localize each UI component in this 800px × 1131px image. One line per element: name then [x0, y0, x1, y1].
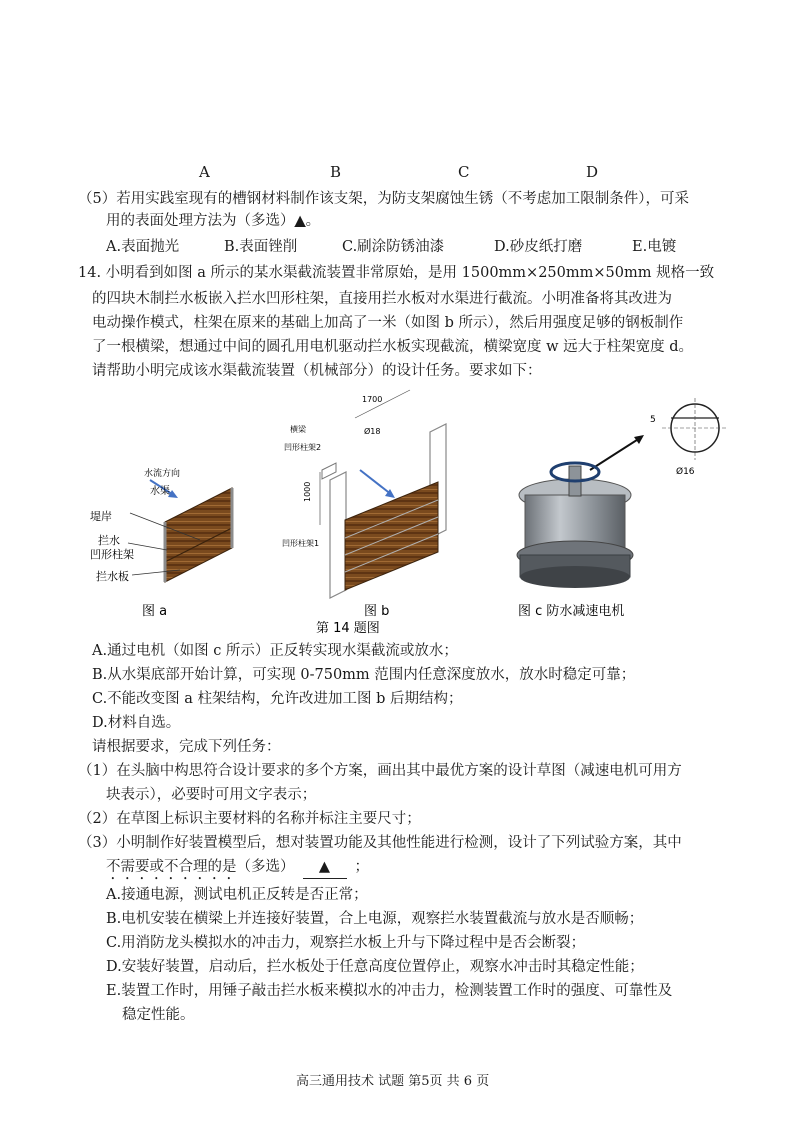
task3-option-c[interactable]: C.用消防龙头模拟水的冲击力，观察拦水板上升与下降过程中是否会断裂；	[106, 935, 586, 951]
task3-emphasis: 不需要或不合理的是	[106, 859, 237, 875]
figure-title: 第 14 题图	[316, 621, 380, 636]
q14-line2: 的四块木制拦水板嵌入拦水凹形柱架，直接用拦水板对水渠进行截流。小明准备将其改进为	[92, 291, 672, 307]
option-letter-a: A	[199, 163, 210, 181]
task3-option-e[interactable]: E.装置工作时，用锤子敲击拦水板来模拟水的冲击力，检测装置工作时的强度、可靠性及	[106, 983, 673, 999]
fig-c-pointer	[590, 438, 640, 470]
task2: （2）在草图上标识主要材料的名称并标注主要尺寸；	[78, 811, 421, 827]
figure-a	[90, 467, 232, 619]
q13-5-option-c[interactable]: C.刷涂防锈油漆	[342, 239, 445, 255]
q14-line3: 电动操作模式，柱架在原来的基础上加高了一米（如图 b 所示），然后用强度足够的钢板制作	[92, 315, 684, 331]
q14-line1: 14. 小明看到如图 a 所示的某水渠截流装置非常原始，是用 1500mm×250mm×50mm 规格一致	[78, 265, 715, 281]
task3-answer-blank[interactable]	[303, 856, 347, 879]
requirement-d: D.材料自选。	[92, 715, 181, 731]
option-letter-d: D	[586, 163, 599, 181]
task3-answer-mark: ▲	[318, 858, 331, 875]
option-letter-b: B	[330, 163, 342, 181]
fig-b-dim-1700: 1700	[362, 395, 383, 404]
q13-5-line2	[106, 210, 320, 232]
fig-a-frame-label1: 拦水	[98, 534, 120, 547]
q13-5-option-e[interactable]: E.电镀	[632, 239, 677, 255]
task3-end: ；	[354, 859, 369, 875]
fig-a-caption: 图 a	[142, 604, 168, 619]
requirement-c: C.不能改变图 a 柱架结构，允许改进加工图 b 后期结构；	[92, 691, 463, 707]
q13-5-line1: （5）若用实践室现有的槽钢材料制作该支架，为防支架腐蚀生锈（不考虑加工限制条件），可采	[78, 191, 689, 207]
fig-c-caption: 图 c 防水减速电机	[518, 604, 625, 619]
q13-5-option-d[interactable]: D.砂皮纸打磨	[494, 239, 583, 255]
fig-a-flow-label: 水流方向	[144, 469, 181, 479]
q13-5-options	[0, 236, 800, 258]
fig-a-bank-label: 堤岸	[90, 510, 112, 523]
q13-5-line2-text: 用的表面处理方法为（多选）	[106, 213, 295, 229]
fig-c-motor-bottom	[520, 566, 630, 588]
fig-c-dim-shaft: Ø16	[676, 467, 695, 477]
fig-a-channel-label: 水渠	[150, 486, 170, 497]
fig-b-frame-left	[330, 472, 346, 598]
q13-5-option-a[interactable]: A.表面抛光	[106, 239, 180, 255]
fig-c-dim-5: 5	[650, 415, 656, 425]
answer-mark: ▲	[294, 212, 306, 229]
q14-line4: 了一根横梁，想通过中间的圆孔用电机驱动拦水板实现截流，横梁宽度 w 远大于柱架宽度 d。	[92, 339, 694, 355]
fig-b-beam-end	[322, 463, 336, 479]
fig-b-dim-1000: 1000	[303, 481, 312, 502]
fig-b-caption: 图 b	[364, 604, 390, 619]
fig-b-frame2-label: 凹形柱架2	[284, 443, 322, 452]
q13-5-option-b[interactable]: B.表面锉削	[224, 239, 298, 255]
fig-a-frame-label2: 凹形柱架	[90, 548, 134, 561]
q13-5-line2-end: 。	[305, 213, 321, 229]
requirement-a: A.通过电机（如图 c 所示）正反转实现水渠截流或放水；	[92, 643, 458, 659]
page-footer: 高三通用技术 试题 第5页 共 6 页	[296, 1074, 490, 1089]
task3-line2	[106, 856, 369, 883]
task3-option-e-cont: 稳定性能。	[122, 1007, 195, 1023]
fig-c-pointer-head	[634, 435, 644, 444]
option-letter-c: C	[458, 163, 470, 181]
prev-option-letters	[0, 163, 800, 183]
q14-figures	[0, 380, 800, 640]
task3-option-d[interactable]: D.安装好装置，启动后，拦水板处于任意高度位置停止，观察水冲击时其稳定性能；	[106, 959, 644, 975]
fig-b-dim-hole: Ø18	[364, 427, 381, 436]
figure-b	[282, 390, 446, 619]
requirement-b: B.从水渠底部开始计算，可实现 0-750mm 范围内任意深度放水，放水时稳定可靠；	[92, 667, 636, 683]
task3-option-b[interactable]: B.电机安装在横梁上并连接好装置，合上电源，观察拦水装置截流与放水是否顺畅；	[106, 911, 644, 927]
fig-b-frame1-label: 凹形柱架1	[282, 539, 320, 548]
task-intro: 请根据要求，完成下列任务：	[92, 739, 281, 755]
task1-line2: 块表示），必要时可用文字表示；	[106, 787, 317, 803]
figure-c	[517, 398, 728, 619]
task3-option-a[interactable]: A.接通电源，测试电机正反转是否正常；	[106, 887, 368, 903]
task1-line1: （1）在头脑中构思符合设计要求的多个方案，画出其中最优方案的设计草图（减速电机可用方	[78, 763, 682, 779]
task3-line1: （3）小明制作好装置模型后，想对装置功能及其他性能进行检测，设计了下列试验方案，其中	[78, 835, 682, 851]
fig-b-flow-arrow	[360, 470, 392, 495]
fig-a-board-label: 拦水板	[96, 570, 129, 583]
fig-b-beam-label: 横梁	[290, 425, 306, 434]
q14-line5: 请帮助小明完成该水渠截流装置（机械部分）的设计任务。要求如下：	[92, 363, 542, 379]
task3-multi: （多选）	[236, 859, 295, 875]
